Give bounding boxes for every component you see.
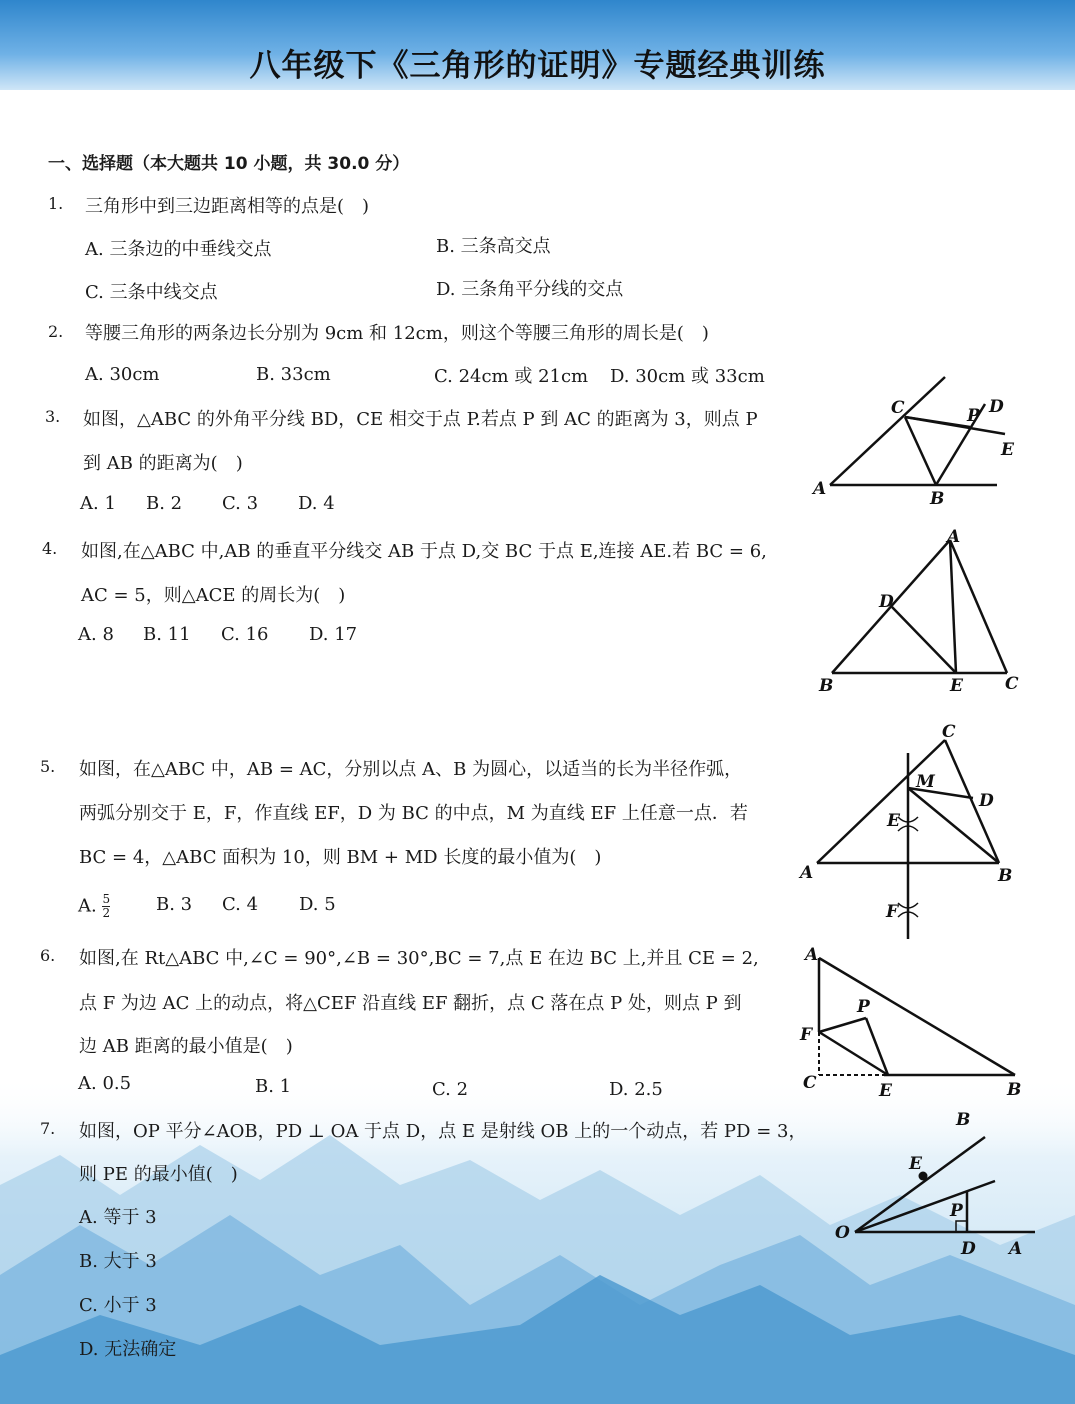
fraction-numerator: 5: [102, 892, 111, 906]
label-p: P: [857, 997, 870, 1017]
label-a: A: [1009, 1239, 1023, 1259]
option-a: A. 等于 3: [79, 1207, 157, 1228]
label-a: A: [947, 527, 961, 547]
option-b: B. 大于 3: [79, 1251, 157, 1272]
label-a: A: [813, 479, 827, 499]
label-b: B: [819, 676, 834, 696]
label-b: B: [930, 489, 945, 509]
option-c: C. 3: [222, 493, 259, 514]
label-c: C: [942, 722, 956, 742]
question-text: 两弧分别交于 E，F，作直线 EF，D 为 BC 的中点，M 为直线 EF 上任意一点．若: [79, 803, 748, 824]
option-c: C. 小于 3: [79, 1295, 157, 1316]
label-p: P: [967, 406, 980, 426]
figure-q7: [830, 1105, 1045, 1265]
option-d: D. 5: [299, 894, 336, 915]
label-e: E: [1001, 440, 1014, 460]
question-text: 如图，△ABC 的外角平分线 BD，CE 相交于点 P.若点 P 到 AC 的距离为 3，则点 P: [83, 409, 758, 430]
figure-q5: [795, 715, 1025, 945]
label-b: B: [956, 1110, 971, 1130]
label-a: A: [805, 945, 819, 965]
label-f: F: [800, 1025, 813, 1045]
question-text: 如图，在△ABC 中，AB = AC，分别以点 A、B 为圆心，以适当的长为半径作弧，: [79, 759, 743, 780]
fraction-denominator: 2: [102, 906, 111, 920]
label-c: C: [891, 398, 905, 418]
figure-q3: [805, 372, 1035, 512]
option-a: A. 1: [80, 493, 116, 514]
label-e: E: [950, 676, 963, 696]
page-title: 八年级下《三角形的证明》专题经典训练: [249, 48, 826, 84]
label-c: C: [803, 1073, 817, 1093]
fraction: [102, 893, 110, 920]
question-number: 4.: [42, 539, 58, 558]
question-number: 5.: [40, 757, 56, 776]
figure-q6: [795, 940, 1025, 1105]
figure-q4: [812, 525, 1032, 700]
option-b: B. 33cm: [256, 364, 331, 385]
option-a: [78, 893, 110, 920]
label-d: D: [961, 1239, 976, 1259]
option-a: A. 三条边的中垂线交点: [85, 239, 272, 260]
label-b: B: [998, 866, 1013, 886]
option-a: A. 30cm: [85, 364, 160, 385]
question-text: 如图,在△ABC 中,AB 的垂直平分线交 AB 于点 D,交 BC 于点 E,连接 AE.若 BC = 6,: [81, 541, 767, 562]
label-d: D: [979, 791, 994, 811]
option-c: C. 16: [221, 624, 269, 645]
question-number: 1.: [48, 194, 64, 213]
question-number: 3.: [45, 407, 61, 426]
question-text: AC = 5，则△ACE 的周长为( ): [81, 585, 346, 606]
label-c: C: [1005, 674, 1019, 694]
option-b: B. 11: [143, 624, 191, 645]
question-text: 边 AB 距离的最小值是( ): [79, 1036, 293, 1057]
question-text: 如图，OP 平分∠AOB，PD ⊥ OA 于点 D，点 E 是射线 OB 上的一个动点，若 PD = 3，: [79, 1121, 807, 1142]
label-b: B: [1007, 1080, 1022, 1100]
option-d: D. 4: [298, 493, 335, 514]
option-a: A. 8: [78, 624, 114, 645]
option-c: C. 24cm 或 21cm: [434, 366, 589, 387]
question-text: 三角形中到三边距离相等的点是( ): [85, 196, 370, 217]
question-number: 6.: [40, 946, 56, 965]
option-d: D. 无法确定: [79, 1339, 177, 1360]
option-d: D. 三条角平分线的交点: [436, 279, 624, 300]
question-text: 如图,在 Rt△ABC 中,∠C = 90°,∠B = 30°,BC = 7,点 E 在边 BC 上,并且 CE = 2,: [79, 948, 759, 969]
option-c: C. 4: [222, 894, 259, 915]
option-a: A. 0.5: [78, 1073, 132, 1094]
label-e: E: [879, 1081, 892, 1101]
option-b: B. 三条高交点: [436, 236, 551, 257]
label-a: A: [800, 863, 814, 883]
label-e: E: [909, 1154, 922, 1174]
option-b: B. 3: [156, 894, 193, 915]
option-d: D. 30cm 或 33cm: [610, 366, 765, 387]
label-d: D: [879, 592, 894, 612]
question-text: BC = 4，△ABC 面积为 10，则 BM + MD 长度的最小值为( ): [79, 847, 602, 868]
section-heading: 一、选择题（本大题共 10 小题，共 30.0 分）: [48, 154, 410, 174]
label-o: O: [835, 1223, 850, 1243]
question-text: 到 AB 的距离为( ): [83, 453, 243, 474]
option-d: D. 2.5: [609, 1079, 663, 1100]
label-p: P: [950, 1201, 963, 1221]
label-e: E: [887, 811, 900, 831]
option-b: B. 2: [146, 493, 183, 514]
question-text: 等腰三角形的两条边长分别为 9cm 和 12cm，则这个等腰三角形的周长是( ): [85, 323, 709, 344]
question-number: 7.: [40, 1119, 56, 1138]
question-number: 2.: [48, 322, 64, 341]
label-f: F: [886, 902, 899, 922]
option-c: C. 三条中线交点: [85, 282, 218, 303]
question-text: 点 F 为边 AC 上的动点，将△CEF 沿直线 EF 翻折，点 C 落在点 P 处，则点 P 到: [79, 993, 742, 1014]
label-m: M: [916, 772, 935, 792]
option-c: C. 2: [432, 1079, 469, 1100]
label-d: D: [989, 397, 1004, 417]
option-a-prefix: A.: [78, 895, 97, 917]
option-d: D. 17: [309, 624, 358, 645]
question-text: 则 PE 的最小值( ): [79, 1164, 238, 1185]
option-b: B. 1: [255, 1076, 292, 1097]
